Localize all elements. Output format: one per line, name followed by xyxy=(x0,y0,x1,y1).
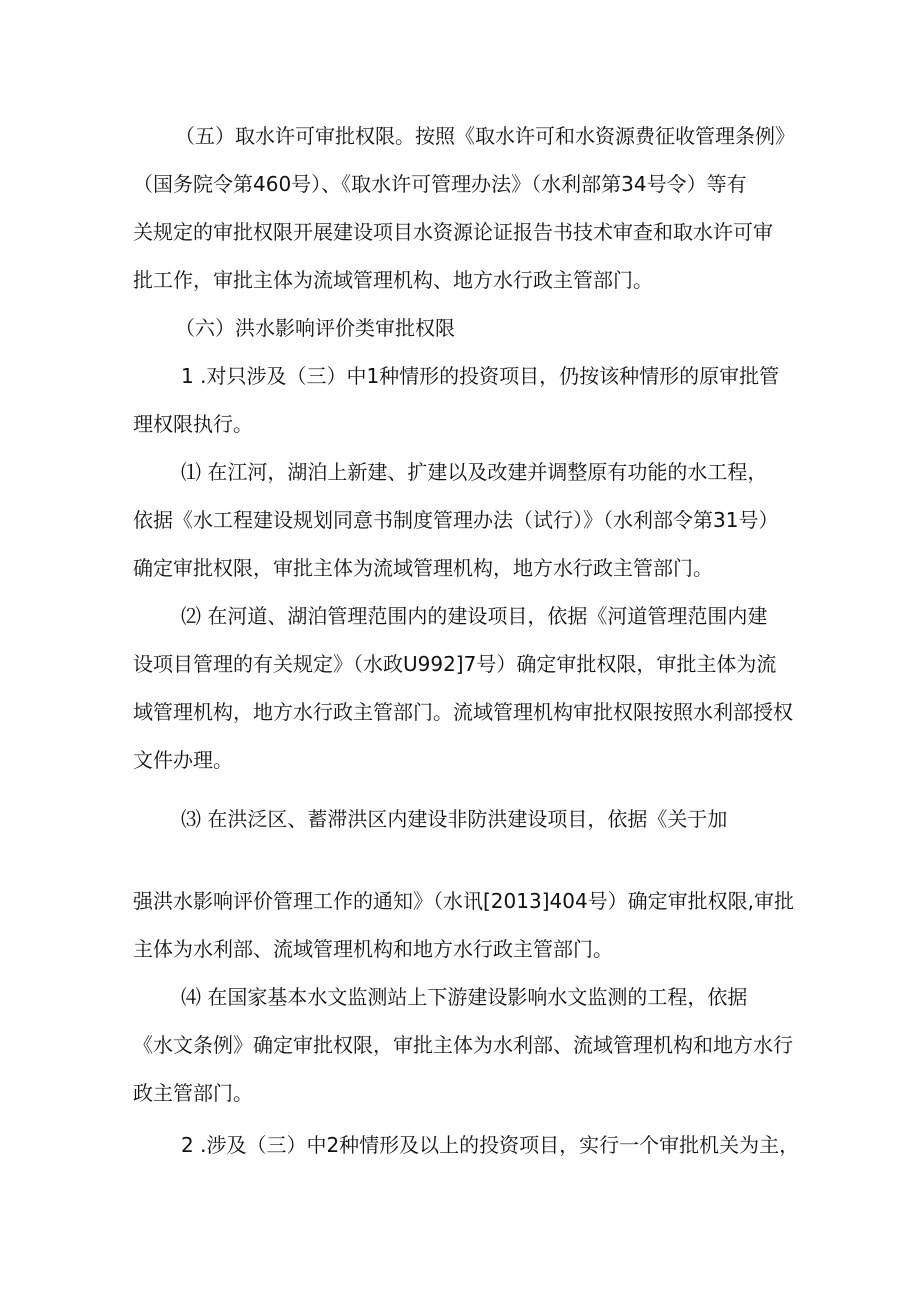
paragraph-subitem-4 xyxy=(133,973,793,1117)
text-line: 域管理机构，地方水行政主管部门。流域管理机构审批权限按照水利部授权 xyxy=(133,700,793,724)
text-line: 批工作，审批主体为流域管理机构、地方水行政主管部门。 xyxy=(133,268,653,292)
text-line: ⑴ 在江河，湖泊上新建、扩建以及改建并调整原有功能的水工程， xyxy=(181,460,768,484)
text-line: （五）取水许可审批权限。按照《取水许可和水资源费征收管理条例》 xyxy=(175,124,795,148)
text-line: 依据《水工程建设规划同意书制度管理办法（试行）》（水利部令第31号） xyxy=(133,508,779,532)
paragraph-subitem-3-cont xyxy=(133,877,793,973)
text-line: 《水文条例》确定审批权限，审批主体为水利部、流域管理机构和地方水行 xyxy=(133,1033,793,1057)
paragraph-subitem-2 xyxy=(133,592,793,784)
section-heading: （六）洪水影响评价类审批权限 xyxy=(175,316,455,340)
text-line: 设项目管理的有关规定》（水政U992]7号）确定审批权限，审批主体为流 xyxy=(133,652,777,676)
text-line: 关规定的审批权限开展建设项目水资源论证报告书技术审查和取水许可审 xyxy=(133,220,773,244)
text-line: 理权限执行。 xyxy=(133,412,253,436)
paragraph-flood-heading xyxy=(133,304,793,352)
text-line: 1 .对只涉及（三）中1种情形的投资项目，仍按该种情形的原审批管 xyxy=(181,364,780,388)
text-line: 强洪水影响评价管理工作的通知》（水讯[2013]404号）确定审批权限,审批 xyxy=(133,889,795,913)
text-line: （国务院令第460号）、《取水许可管理办法》（水利部第34号令）等有 xyxy=(133,172,747,196)
paragraph-item-1 xyxy=(133,352,793,448)
text-line: 政主管部门。 xyxy=(133,1081,253,1105)
text-line: 主体为水利部、流域管理机构和地方水行政主管部门。 xyxy=(133,937,613,961)
text-line: 2 .涉及（三）中2种情形及以上的投资项目，实行一个审批机关为主， xyxy=(181,1133,800,1157)
text-line: 确定审批权限，审批主体为流域管理机构，地方水行政主管部门。 xyxy=(133,556,713,580)
text-line: ⑶ 在洪泛区、蓄滞洪区内建设非防洪建设项目，依据《关于加 xyxy=(181,807,728,831)
paragraph-item-2 xyxy=(133,1121,800,1169)
paragraph-subitem-1 xyxy=(133,448,793,592)
text-line: ⑷ 在国家基本水文监测站上下游建设影响水文监测的工程，依据 xyxy=(181,985,748,1009)
text-line: ⑵ 在河道、湖泊管理范围内的建设项目，依据《河道管理范围内建 xyxy=(181,604,768,628)
text-line: 文件办理。 xyxy=(133,748,233,772)
paragraph-water-permit xyxy=(133,112,793,304)
paragraph-subitem-3 xyxy=(133,795,793,843)
